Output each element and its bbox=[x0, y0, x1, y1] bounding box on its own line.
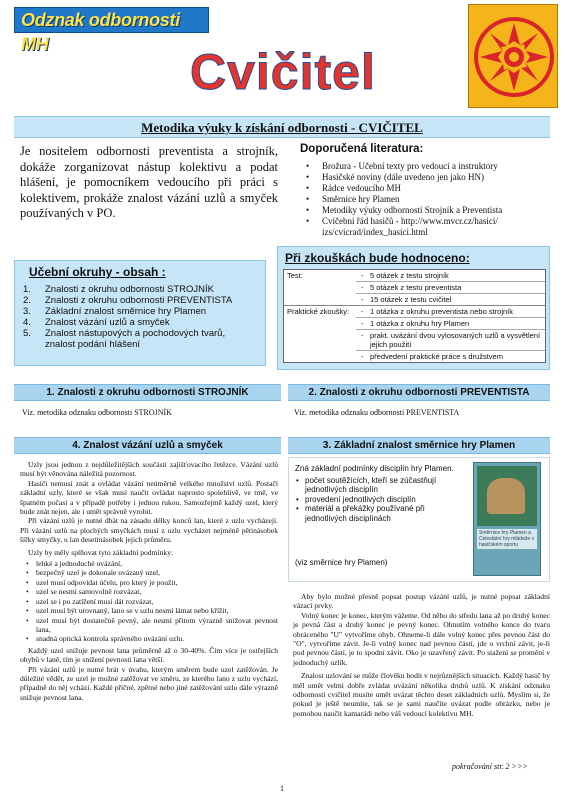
paragraph: Volný konec je konec, kterým vážeme. Od něho do středu lana až po druhý konec je pevná část a druhý konec je pevný konec. Ohnutím volného konce do tvaru obráceného "U" vytvoříme ohyb. Ohneme-li dále volný konec přes pevnou část do "O", vytvoříme závit. Je-li volný konec nad pevnou částí, jde o vrchní závit, je-li pod pevnou částí, je to spodní závit. Oko je uzavřený závit. Po stažení se promění v jednoduchý uzlík. bbox=[293, 610, 550, 667]
badge-banner bbox=[14, 7, 209, 54]
exam-row-test bbox=[284, 270, 545, 306]
paragraph: Uzly by měly splňovat tyto základní podmínky: bbox=[28, 547, 174, 557]
literature-item: • Směrnice hry Plamen bbox=[300, 194, 550, 205]
item-number: 2. bbox=[23, 295, 31, 306]
knot-conditions-list bbox=[20, 559, 278, 644]
item-number: 1. bbox=[23, 284, 31, 295]
exam-items bbox=[356, 270, 545, 305]
paragraph: Každý uzel snižuje pevnost lana průměrně až o 30-40%. Čím více je ostřejších ohybů v laně, tím je snížení pevnosti lana větší. bbox=[20, 645, 278, 665]
section-4-body bbox=[20, 460, 278, 702]
literature-item: • Brožura - Učební texty pro vedoucí a instruktory bbox=[300, 161, 550, 172]
curriculum-list bbox=[23, 284, 257, 350]
item-text: Základní znalost směrnice hry Plamen bbox=[45, 306, 207, 317]
page-title: Cvičitel bbox=[190, 44, 376, 100]
page-number: 1 bbox=[280, 784, 284, 793]
plamen-intro: Zná základní podmínky disciplín hry Plamen. bbox=[295, 464, 454, 473]
literature-item: • Metodiky výuky odbornosti Strojník a Preventista bbox=[300, 205, 550, 216]
paragraph: Při vázání uzlů je nutné brát v úvahu, kterým směrem bude uzel zatěžován. Je důležité vědět, ze uzel je možné zatěžovat ve směru, ze kterého lano z uzlu vychází, případně do něj vchází. Každé příčné, zpětné nebo jiné zatěžování uzlu dále výrazně snižuje pevnost lana. bbox=[20, 664, 278, 702]
page-header bbox=[0, 0, 565, 112]
curriculum-heading: Učební okruhy - obsah : bbox=[29, 265, 166, 279]
curriculum-item bbox=[23, 306, 257, 317]
list-item: • snadná optická kontrola správného uvázání uzlu. bbox=[20, 634, 278, 643]
list-item: • uzel musí být urovnaný, lano se v uzlu nesmí lámat nebo křížit, bbox=[20, 606, 278, 615]
item-text: Znalosti z okruhu odbornosti PREVENTISTA bbox=[45, 295, 233, 306]
exam-items bbox=[356, 306, 545, 362]
item-text: Znalost vázání uzlů a smyček bbox=[45, 317, 170, 328]
list-item: • uzel musí být dostatečně pevný, ale nesmí přitom výrazně snižovat pevnost lana, bbox=[20, 616, 278, 635]
paragraph: Znalost uzlování se může člověku hodit v nejrůznějších situacích. Každý hasič by měl umět velmi dobře zvládat uvázání několika druhů uzlů. K získání odznaku odbornosti cvičitel musíte umět uvázat těchto deset základních uzlů. Myslím si, že pokud je ještě neumíte, tak se je sami naučíte uvázat podle obrázku, nebo je pomohou naučit kamarádi nebo váš vedoucí kolektivu MH. bbox=[293, 671, 550, 718]
exam-label: Test: bbox=[287, 271, 303, 280]
exam-heading: Při zkouškách bude hodnoceno: bbox=[285, 251, 470, 265]
exam-label: Praktické zkoušky: bbox=[287, 307, 350, 316]
list-item: • počet soutěžících, kteří se zúčastňují jednotlivých disciplín bbox=[295, 476, 463, 495]
curriculum-item bbox=[23, 328, 257, 350]
literature-heading: Doporučená literatura: bbox=[300, 143, 424, 155]
item-number: 3. bbox=[23, 306, 31, 317]
curriculum-box bbox=[14, 260, 266, 366]
item-number: 5. bbox=[23, 328, 31, 339]
knot-basics-body bbox=[293, 592, 550, 718]
plamen-reference: (viz směrnice hry Plamen) bbox=[295, 558, 388, 567]
exam-item: - 5 otázek z testu preventista bbox=[356, 282, 545, 294]
exam-item: - předvedení praktické práce s družstvem bbox=[356, 351, 545, 362]
exam-table bbox=[283, 269, 546, 363]
section-4-heading: 4. Znalost vázání uzlů a smyček bbox=[14, 437, 281, 454]
literature-item-link[interactable]: • Cvičební řád hasičů - http://www.mvcr.cz/hasici/ izs/cvicrad/index_hasici.html bbox=[300, 216, 550, 238]
list-item: • bezpečný uzel je dokonale uvázaný uzel, bbox=[20, 568, 278, 577]
item-text: Znalosti z okruhu odbornosti STROJNÍK bbox=[45, 284, 214, 295]
curriculum-item bbox=[23, 317, 257, 328]
paragraph: Aby bylo možné přesně popsat postup vázání uzlů, je nutné popsat základní vázací prvky. bbox=[293, 592, 550, 611]
section-1-text: Viz. metodika odznaku odbornosti STROJNÍK bbox=[22, 408, 172, 417]
list-item: • provedení jednotlivých disciplín bbox=[295, 495, 463, 505]
exam-item: - 1 otázka z okruhu preventista nebo strojník bbox=[356, 306, 545, 318]
book-cover-title: Směrnice hry Plamen a Celostátní hry mládeže v hasičském sportu bbox=[477, 529, 537, 549]
item-text: Znalost nástupových a pochodových tvarů, znalost podání hlášení bbox=[45, 328, 226, 350]
intro-paragraph: Je nositelem odbornosti preventista a strojník, dokáže zorganizovat nástup kolektivu a podat hlášení, je pomocníkem vedoucího při práci s kolektivem, prokáže znalost vázání uzlů a smyček používaných v PO. bbox=[20, 144, 278, 220]
badge-emblem-icon bbox=[468, 4, 558, 108]
list-item: • uzel se nesmí samovolně rozvázat, bbox=[20, 587, 278, 596]
curriculum-item bbox=[23, 295, 257, 306]
exam-item: - 15 otázek z testu cvičitel bbox=[356, 294, 545, 305]
section-3-heading: 3. Základní znalost směrnice hry Plamen bbox=[288, 437, 550, 454]
exam-item: - 5 otázek z testu strojník bbox=[356, 270, 545, 282]
section-2-heading: 2. Znalosti z okruhu odbornosti PREVENTISTA bbox=[288, 384, 550, 401]
section-2-text: Viz. metodika odznaku odbornosti PREVENTISTA bbox=[294, 408, 460, 417]
literature-item: • Hasičské noviny (dále uvedeno jen jako HN) bbox=[300, 172, 550, 183]
book-cover-image bbox=[473, 462, 541, 576]
exam-box bbox=[277, 246, 550, 370]
plamen-list bbox=[295, 476, 463, 524]
plamen-text bbox=[295, 464, 463, 526]
banner-text: Odznak odbornosti MH bbox=[21, 10, 180, 54]
exam-item: - 1 otázka z okruhu hry Plamen bbox=[356, 318, 545, 330]
continued-link[interactable]: pokračování str. 2 >>> bbox=[452, 762, 528, 771]
book-cover-photo bbox=[477, 466, 537, 526]
item-number: 4. bbox=[23, 317, 31, 328]
paragraph: Hasiči nemusí znát a ovládat vázání neúměrně velkého množství uzlů. Postačí základní uzly, které se však musí naučit ovládat naprosto spolehlivě, ve tmě, ve špatném počasí a v případě potřeby i jednou rukou. Samozřejmě každý uzel, který bude znát nejen, ale i umět správně vyrobit. bbox=[20, 478, 278, 517]
methodology-title-bar bbox=[14, 116, 550, 138]
paragraph: Uzly jsou jednou z nejdůležitějších součástí zajišťovacího řetězce. Vázání uzlů musí být věnována náležitá pozornost. bbox=[20, 460, 278, 479]
literature-section bbox=[300, 143, 550, 238]
list-item: • materiál a překážky používané při jednotlivých disciplínách bbox=[295, 504, 463, 523]
paragraph: Při vázání uzlů je nutné dbát na zásadu délky konců lan, které z uzlu vycházejí. Při vázání uzlů na plochých smyčkách musí z uzlu vycházet nejméně pětinásobek šířky smyčky, u lan desetinásobek jejich průměru. bbox=[20, 516, 278, 545]
plamen-box bbox=[288, 457, 550, 582]
curriculum-item bbox=[23, 284, 257, 295]
literature-item: • Rádce vedoucího MH bbox=[300, 183, 550, 194]
methodology-title: Metodika výuky k získání odbornosti - CVIČITEL bbox=[141, 120, 423, 135]
list-item: • uzel se i po zatížení musí dát rozvázat, bbox=[20, 597, 278, 606]
exam-item: - prakt. uvázání dvou vylosovaných uzlů a vysvětlení jejich použití bbox=[356, 330, 545, 351]
section-1-heading: 1. Znalosti z okruhu odbornosti STROJNÍK bbox=[14, 384, 281, 401]
exam-row-practical bbox=[284, 306, 545, 362]
literature-list bbox=[300, 161, 550, 238]
list-item: • uzel musí odpovídat účelu, pro který je použit, bbox=[20, 578, 278, 587]
list-item: • lehké a jednoduché uvázání, bbox=[20, 559, 278, 568]
